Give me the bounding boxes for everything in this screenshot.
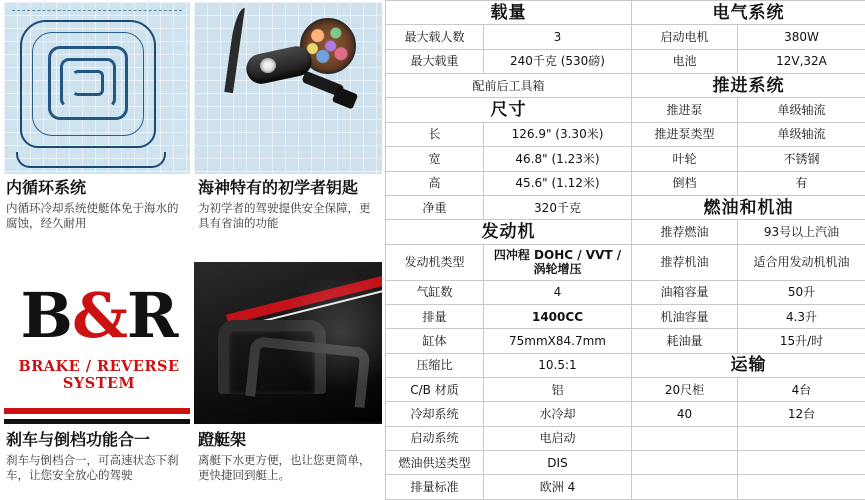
spec-value: 1400CC: [484, 304, 632, 328]
feature-card-internal-circulation: [0, 0, 192, 250]
spec-label: 排量标准: [386, 475, 484, 500]
spec-value: 93号以上汽油: [738, 220, 865, 244]
spec-label: 倒档: [632, 171, 738, 195]
spec-label: 最大载重: [386, 49, 484, 73]
spec-label: 推进泵类型: [632, 122, 738, 146]
spec-label: 冷却系统: [386, 402, 484, 426]
br-black-rule: [4, 419, 190, 424]
feature-caption-internal-circulation: [0, 174, 192, 231]
section-header-propulsion: 推进系统: [632, 74, 865, 98]
spec-label: 宽: [386, 147, 484, 171]
spec-label: 推荐机油: [632, 244, 738, 280]
spec-value: 水冷却: [484, 402, 632, 426]
photo-highlight: [282, 272, 382, 392]
spec-value: 4.3升: [738, 304, 865, 328]
spec-label: 推荐燃油: [632, 220, 738, 244]
table-row: [386, 49, 865, 73]
spec-label: 最大载人数: [386, 25, 484, 49]
section-header-dimensions: 尺寸: [386, 98, 632, 122]
feature-card-brake-reverse: [0, 250, 192, 500]
spec-value: 12台: [738, 402, 865, 426]
spec-value: 不锈钢: [738, 147, 865, 171]
section-header-engine: 发动机: [386, 220, 632, 244]
spec-empty-cell: [738, 475, 865, 500]
key-fob-plug: [332, 86, 358, 109]
feature-card-beginner-key: [192, 0, 385, 250]
feature-caption-boat-rack: [192, 426, 385, 483]
table-row: [386, 475, 865, 500]
table-row: [386, 451, 865, 475]
br-logo-subtitle: BRAKE / REVERSE SYSTEM: [18, 358, 180, 392]
table-row: [386, 244, 865, 280]
feature-title: 内循环系统: [6, 178, 87, 197]
br-brake-reverse-system-logo: [4, 262, 190, 424]
spec-value: 380W: [738, 25, 865, 49]
spec-label: 叶轮: [632, 147, 738, 171]
spec-value: 3: [484, 25, 632, 49]
spec-value: 电启动: [484, 426, 632, 450]
specification-table-wrap: [385, 0, 865, 500]
feature-card-boat-rack: [192, 250, 385, 500]
spec-label: 20尺柜: [632, 378, 738, 402]
spec-value: 10.5:1: [484, 353, 632, 377]
spec-label: 净重: [386, 195, 484, 219]
spec-value: 适合用发动机机油: [738, 244, 865, 280]
spec-label: 长: [386, 122, 484, 146]
spec-label: 启动电机: [632, 25, 738, 49]
feature-gallery: [0, 0, 385, 500]
key-fob-photo: [194, 2, 382, 174]
blueprint-cooling-diagram: [4, 2, 190, 174]
section-header-electrical: 电气系统: [632, 1, 865, 25]
section-header-capacity: 载量: [386, 1, 632, 25]
spec-value: 50升: [738, 280, 865, 304]
spec-value: 4: [484, 280, 632, 304]
spec-empty-cell: [632, 451, 738, 475]
table-row: [386, 378, 865, 402]
spec-value: 240千克 (530磅): [484, 49, 632, 73]
spec-value: 75mmX84.7mm: [484, 329, 632, 353]
spec-label: 发动机类型: [386, 244, 484, 280]
feature-text: 离艇下水更方便，也让您更简单，更快捷回到艇上。: [198, 453, 371, 482]
br-ampersand: &: [71, 279, 127, 352]
spec-value: 320千克: [484, 195, 632, 219]
blueprint-hull-tail: [16, 152, 166, 168]
spec-value: 四冲程 DOHC / VVT / 涡轮增压: [484, 244, 632, 280]
spec-value: 有: [738, 171, 865, 195]
table-row: [386, 195, 865, 219]
table-row: [386, 122, 865, 146]
spec-label: 启动系统: [386, 426, 484, 450]
feature-text: 内循环冷却系统使艇体免于海水的腐蚀，经久耐用: [6, 201, 179, 230]
spec-value: 单级轴流: [738, 122, 865, 146]
spec-empty-cell: [738, 426, 865, 450]
boat-boarding-rack-photo: [194, 262, 382, 424]
spec-label: 耗油量: [632, 329, 738, 353]
spec-label: 机油容量: [632, 304, 738, 328]
table-row: [386, 402, 865, 426]
br-red-rule: [4, 408, 190, 414]
table-row: [386, 304, 865, 328]
table-row: [386, 171, 865, 195]
br-letter-r: R: [126, 279, 178, 352]
feature-text: 为初学者的驾驶提供安全保障，更具有省油的功能: [198, 201, 371, 230]
table-row: [386, 329, 865, 353]
spec-label: 燃油供送类型: [386, 451, 484, 475]
feature-text: 刹车与倒档合一，可高速状态下刹车，让您安全放心的驾驶: [6, 453, 179, 482]
spec-value: 4台: [738, 378, 865, 402]
feature-title: 刹车与倒档功能合一: [6, 430, 151, 449]
blueprint-dimension-line: [12, 10, 182, 11]
spec-value: 126.9" (3.30米): [484, 122, 632, 146]
spec-label: 排量: [386, 304, 484, 328]
table-row: [386, 426, 865, 450]
table-row: [386, 353, 865, 377]
table-row: [386, 280, 865, 304]
spec-label: 电池: [632, 49, 738, 73]
feature-caption-beginner-key: [192, 174, 385, 231]
spec-value: 欧洲 4: [484, 475, 632, 500]
spec-value: 15升/时: [738, 329, 865, 353]
specification-table: [385, 0, 865, 500]
spec-label: 气缸数: [386, 280, 484, 304]
spec-value: 单级轴流: [738, 98, 865, 122]
section-header-transport: 运输: [632, 353, 865, 377]
table-row: [386, 220, 865, 244]
spec-value: 12V,32A: [738, 49, 865, 73]
spec-value: 45.6" (1.12米): [484, 171, 632, 195]
table-row: [386, 147, 865, 171]
table-row: [386, 74, 865, 98]
table-row: [386, 1, 865, 25]
feature-title: 海神特有的初学者钥匙: [198, 178, 359, 197]
spec-note-toolbox: 配前后工具箱: [386, 74, 632, 98]
spec-value: 铝: [484, 378, 632, 402]
section-header-fuel-oil: 燃油和机油: [632, 195, 865, 219]
feature-caption-brake-reverse: [0, 426, 192, 483]
spec-empty-cell: [632, 475, 738, 500]
spec-label: C/B 材质: [386, 378, 484, 402]
spec-empty-cell: [738, 451, 865, 475]
blueprint-coil-3: [72, 70, 104, 96]
spec-label: 压缩比: [386, 353, 484, 377]
br-letter-b: B: [20, 279, 72, 352]
spec-value: DIS: [484, 451, 632, 475]
spec-label: 推进泵: [632, 98, 738, 122]
spec-label: 油箱容量: [632, 280, 738, 304]
spec-label: 缸体: [386, 329, 484, 353]
spec-empty-cell: [632, 426, 738, 450]
table-row: [386, 25, 865, 49]
feature-title: 蹬艇架: [198, 430, 247, 449]
spec-label: 高: [386, 171, 484, 195]
spec-value: 46.8" (1.23米): [484, 147, 632, 171]
br-logo-lettering: [14, 279, 184, 352]
spec-label: 40: [632, 402, 738, 426]
table-row: [386, 98, 865, 122]
